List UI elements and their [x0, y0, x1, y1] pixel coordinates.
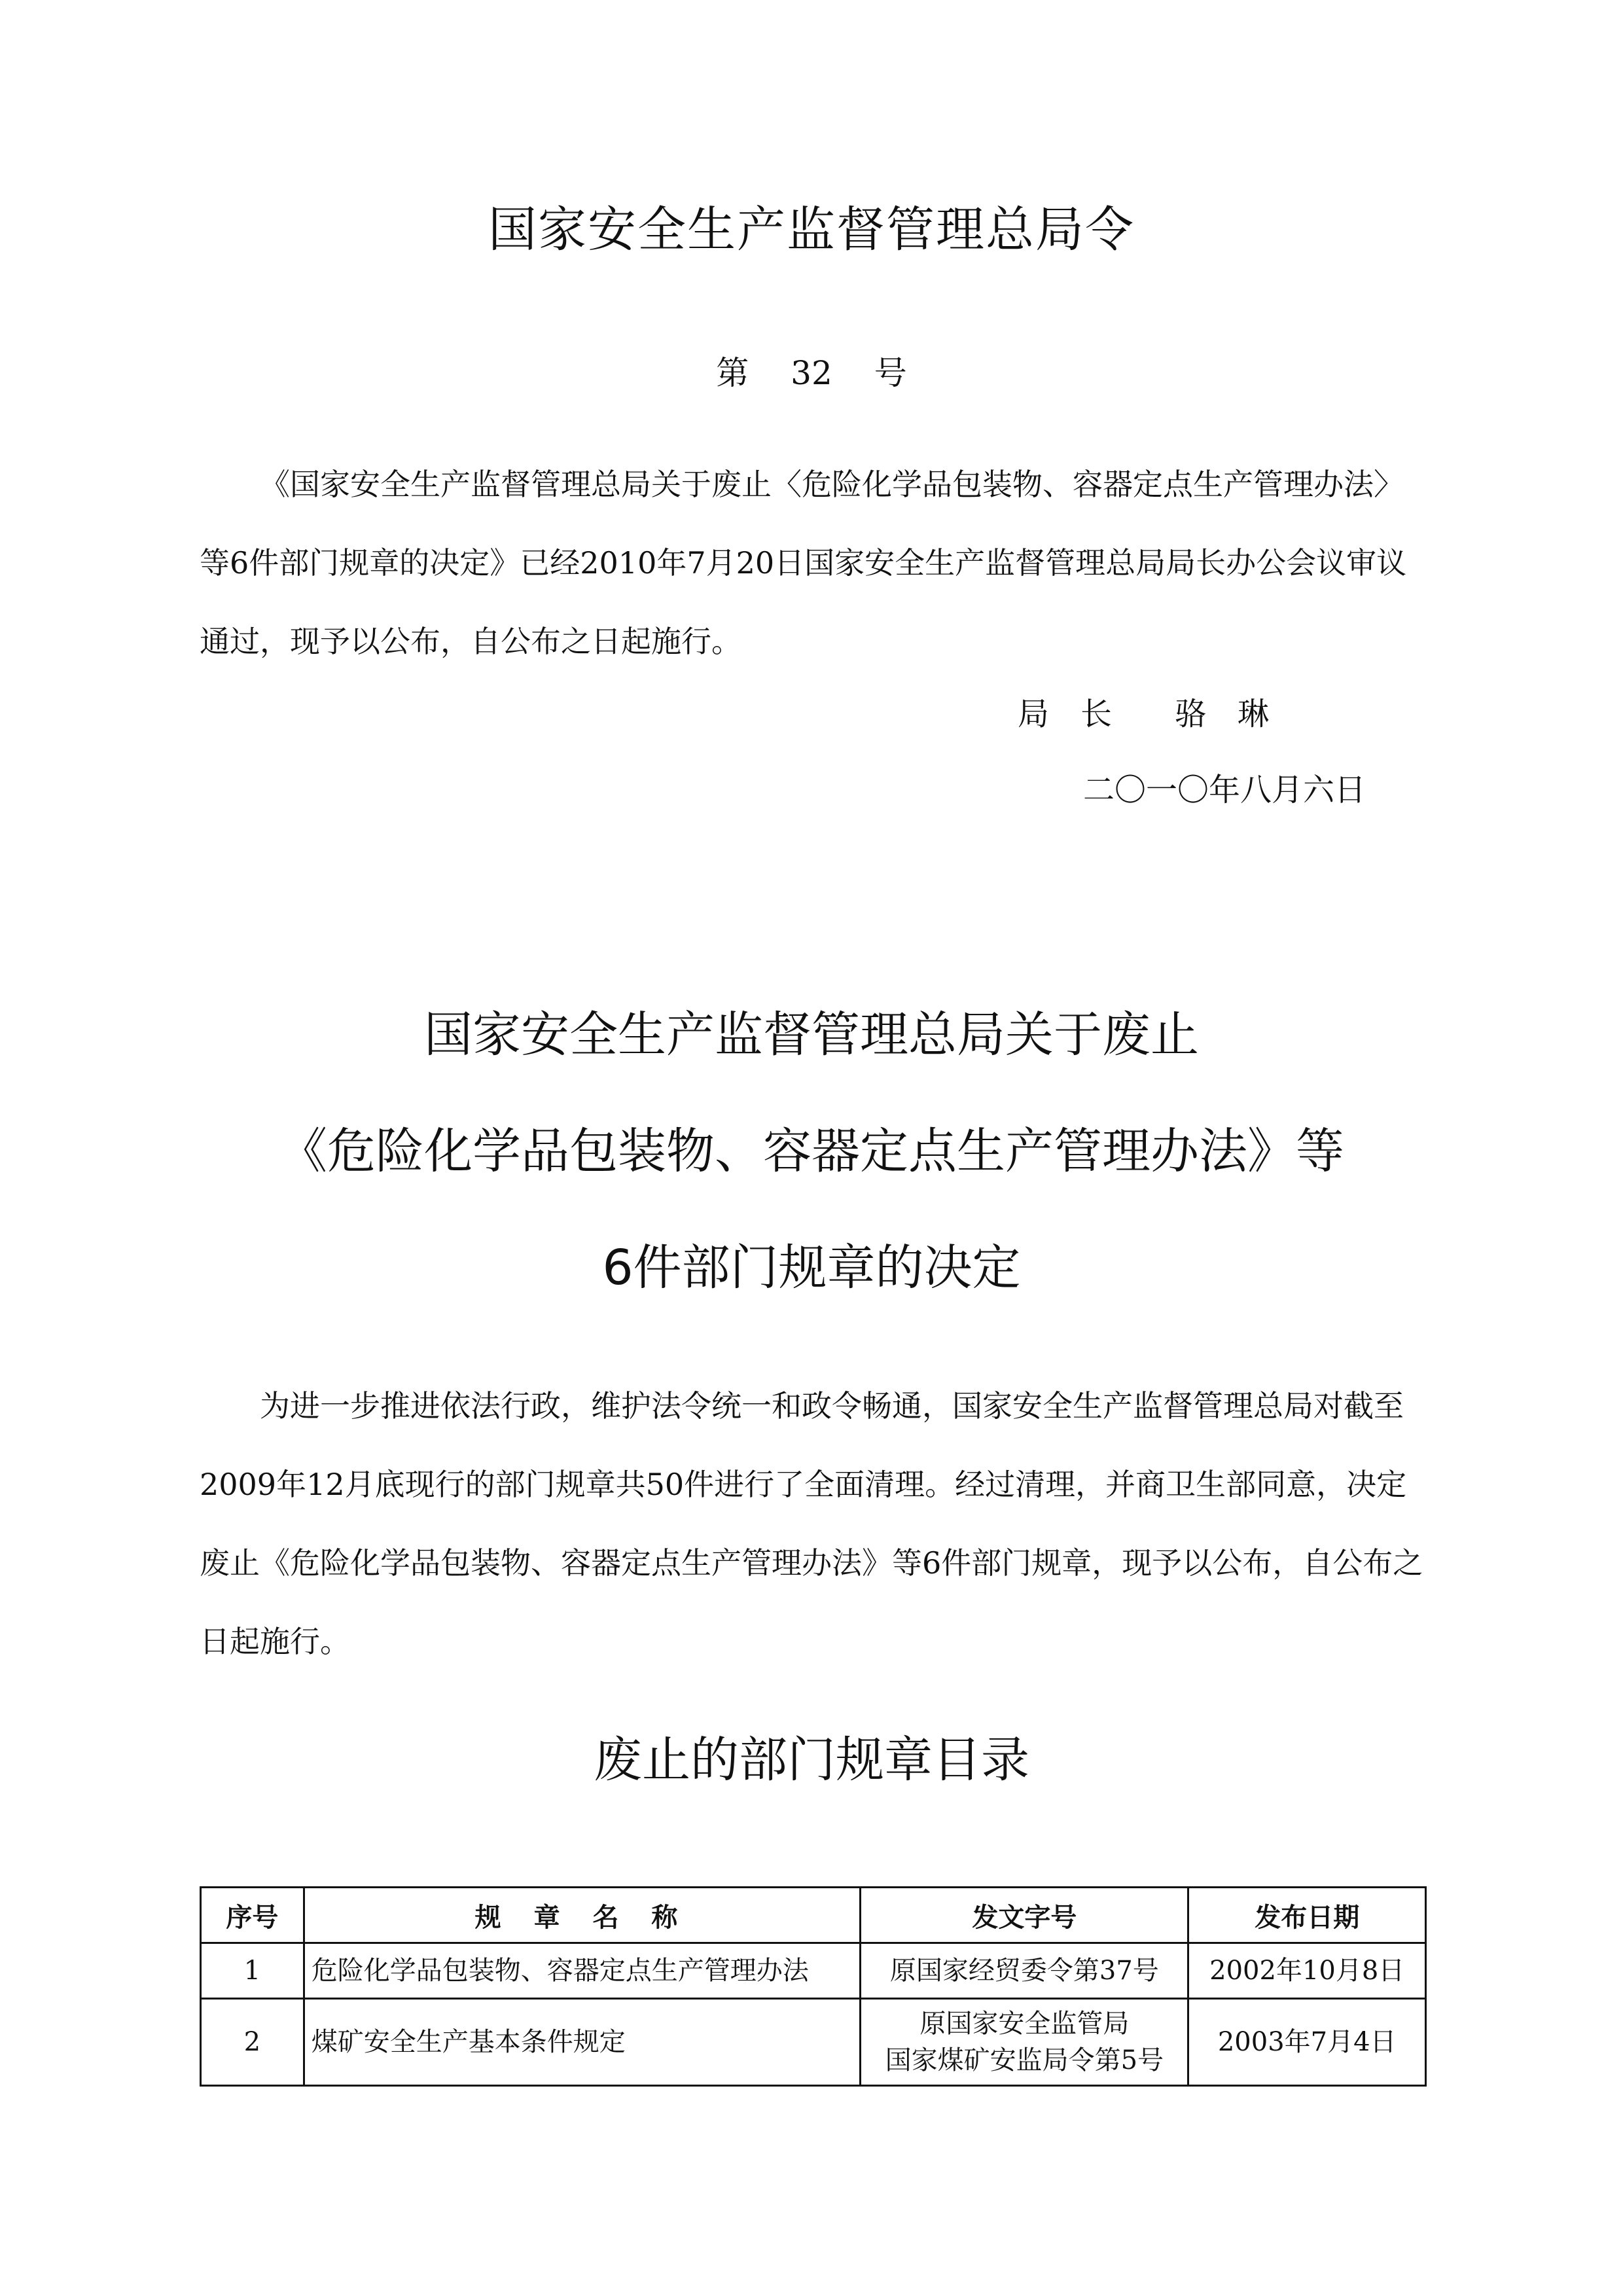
header-doc-no: 发文字号 [861, 1888, 1188, 1943]
catalog-table [200, 1886, 1427, 2087]
row-no: 1 [201, 1943, 304, 1999]
row-doc-no [861, 1943, 1188, 1999]
table-header-row [201, 1888, 1426, 1943]
row-name: 煤矿安全生产基本条件规定 [304, 1999, 861, 2086]
row-no: 2 [201, 1999, 304, 2086]
decision-body [200, 1367, 1423, 1681]
table-row [201, 1943, 1426, 1999]
order-number: 第 32 号 [716, 354, 907, 392]
order-date: 二〇一〇年八月六日 [1083, 772, 1366, 808]
order-body-text: 《国家安全生产监督管理总局关于废止〈危险化学品包装物、容器定点生产管理办法〉等6件部门规章的决定》已经2010年7月20日国家安全生产监督管理总局局长办公会议审议通过，现予以公布，自公布之日起施行。 [200, 467, 1407, 659]
row-date: 2002年10月8日 [1188, 1943, 1426, 1999]
order-title: 国家安全生产监督管理总局令 [488, 202, 1135, 258]
decision-title-line-3: 6件部门规章的决定 [602, 1240, 1021, 1296]
row-name: 危险化学品包装物、容器定点生产管理办法 [304, 1943, 861, 1999]
header-name: 规 章 名 称 [304, 1888, 861, 1943]
decision-body-text: 为进一步推进依法行政，维护法令统一和政令畅通，国家安全生产监督管理总局对截至2009年12月底现行的部门规章共50件进行了全面清理。经过清理，并商卫生部同意，决定废止《危险化学品包装物、容器定点生产管理办法》等6件部门规章，现予以公布，自公布之日起施行。 [200, 1388, 1423, 1659]
row-doc-no-line-1: 原国家安全监管局 [919, 2009, 1130, 2039]
row-date: 2003年7月4日 [1188, 1999, 1426, 2086]
row-doc-no-line-2: 国家煤矿安监局令第5号 [885, 2045, 1164, 2075]
row-doc-no-line-1: 原国家经贸委令第37号 [889, 1956, 1159, 1986]
order-body [200, 445, 1423, 681]
header-no: 序号 [201, 1888, 304, 1943]
catalog-title: 废止的部门规章目录 [594, 1732, 1029, 1788]
decision-title-line-1: 国家安全生产监督管理总局关于废止 [424, 1007, 1199, 1063]
decision-title-line-2: 《危险化学品包装物、容器定点生产管理办法》等 [279, 1123, 1344, 1179]
signer: 局 长 骆 琳 [1018, 696, 1270, 732]
table-row [201, 1999, 1426, 2086]
row-doc-no [861, 1999, 1188, 2086]
header-date: 发布日期 [1188, 1888, 1426, 1943]
